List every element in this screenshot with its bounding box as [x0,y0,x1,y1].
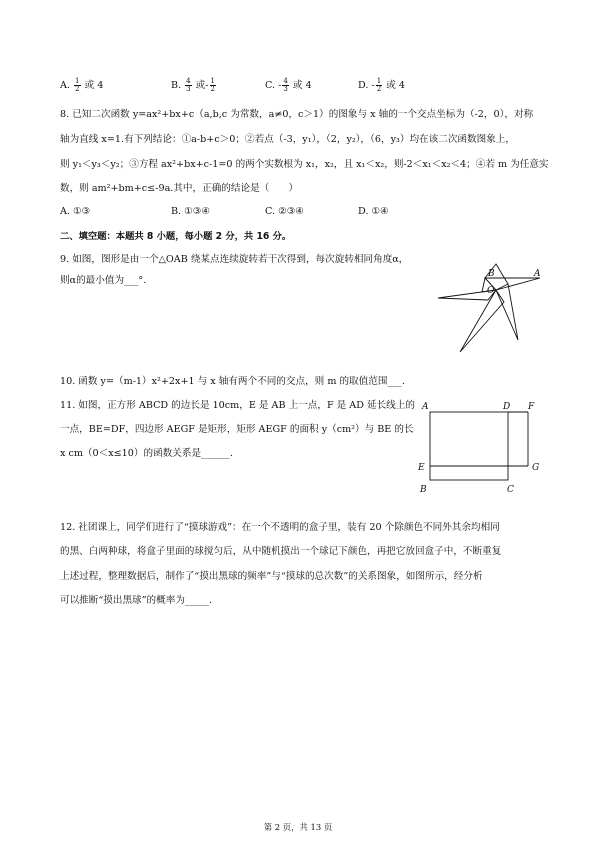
q7-option-b: B. $\frac{4}{3}$ 或- $\frac{1}{2}$ [171,77,215,93]
q9-line-1: 9. 如图，图形是由一个△OAB 绕某点连续旋转若干次得到，每次旋转相同角度α， [60,254,409,265]
q12-line-2: 的黑、白两种球，将盒子里面的球搅匀后，从中随机摸出一个球记下颜色，再把它放回盒子中，不断重复 [60,546,502,557]
q9-line-2: 则α的最小值为___°. [60,275,147,286]
fraction: $\frac{1}{2}$ [75,77,80,93]
q11-line-3: x cm（0＜x≤10）的函数关系是______. [60,448,233,459]
section-title: 二、填空题：本题共 8 小题，每小题 2 分，共 16 分。 [60,231,292,242]
q8-option-a: A. ①③ [60,206,91,217]
q8-line-1: 8. 已知二次函数 y=ax²+bx+c（a,b,c 为常数，a≠0，c＞1）的图象与 x 轴的一个交点坐标为（-2，0），对称 [60,109,534,120]
label-e: E [418,463,425,473]
label-d: D [503,402,511,412]
q7-option-d: D. - $\frac{1}{2}$ 或 4 [358,77,405,93]
q12-line-1: 12. 社团课上，同学们进行了“摸球游戏”：在一个不透明的盒子里，装有 20 个除颜色不同外其余均相同 [60,522,500,533]
page-footer: 第 2 页，共 13 页 [263,822,333,832]
q8-line-3: 则 y₁＜y₃＜y₂；③方程 ax²+bx+c-1=0 的两个实数根为 x₁，x₂，且 x₁＜x₂，则-2＜x₁＜x₂＜4；④若 m 为任意实 [60,159,549,170]
q11-line-1: 11. 如图，正方形 ABCD 的边长是 10cm，E 是 AB 上一点，F 是 AD 延长线上的 [60,400,415,411]
q7-option-a: A. $\frac{1}{2}$ 或 4 [60,77,104,93]
q10-line-1: 10. 函数 y=（m-1）x²+2x+1 与 x 轴有两个不同的交点，则 m 的取值范围___. [60,376,405,387]
q12-line-3: 上述过程，整理数据后，制作了“摸出黑球的频率”与“摸球的总次数”的关系图象，如图所示，经分析 [60,571,483,582]
q8-option-c: C. ②③④ [265,206,304,217]
q8-option-b: B. ①③④ [171,206,210,217]
q9-star-figure [432,262,550,354]
q8-line-4: 数，则 am²+bm+c≤-9a.其中，正确的结论是（ ） [60,183,299,194]
label-b: B [488,269,495,279]
fraction: $\frac{4}{3}$ [283,77,288,93]
label-b: B [420,485,427,495]
q11-square-figure [414,396,550,498]
fraction: $\frac{1}{2}$ [210,77,215,93]
fraction: $\frac{4}{3}$ [186,77,191,93]
q7-option-c: C. - $\frac{4}{3}$ 或 4 [265,77,312,93]
label-a: A [534,269,541,279]
q8-option-d: D. ①④ [358,206,389,217]
label-c: C [507,485,514,495]
q11-line-2: 一点，BE=DF，四边形 AEGF 是矩形，矩形 AEGF 的面积 y（cm²）与 BE 的长 [60,424,414,435]
label-g: G [532,463,540,473]
label-f: F [528,402,535,412]
label-o: O [487,286,495,296]
label-a: A [422,402,429,412]
fraction: $\frac{1}{2}$ [376,77,382,93]
q8-line-2: 轴为直线 x=1.有下列结论：①a-b+c＞0；②若点（-3，y₁），（2，y₂），（6，y₃）均在该二次函数图象上， [60,134,515,145]
q12-line-4: 可以推断“摸出黑球”的概率为_____. [60,595,212,606]
